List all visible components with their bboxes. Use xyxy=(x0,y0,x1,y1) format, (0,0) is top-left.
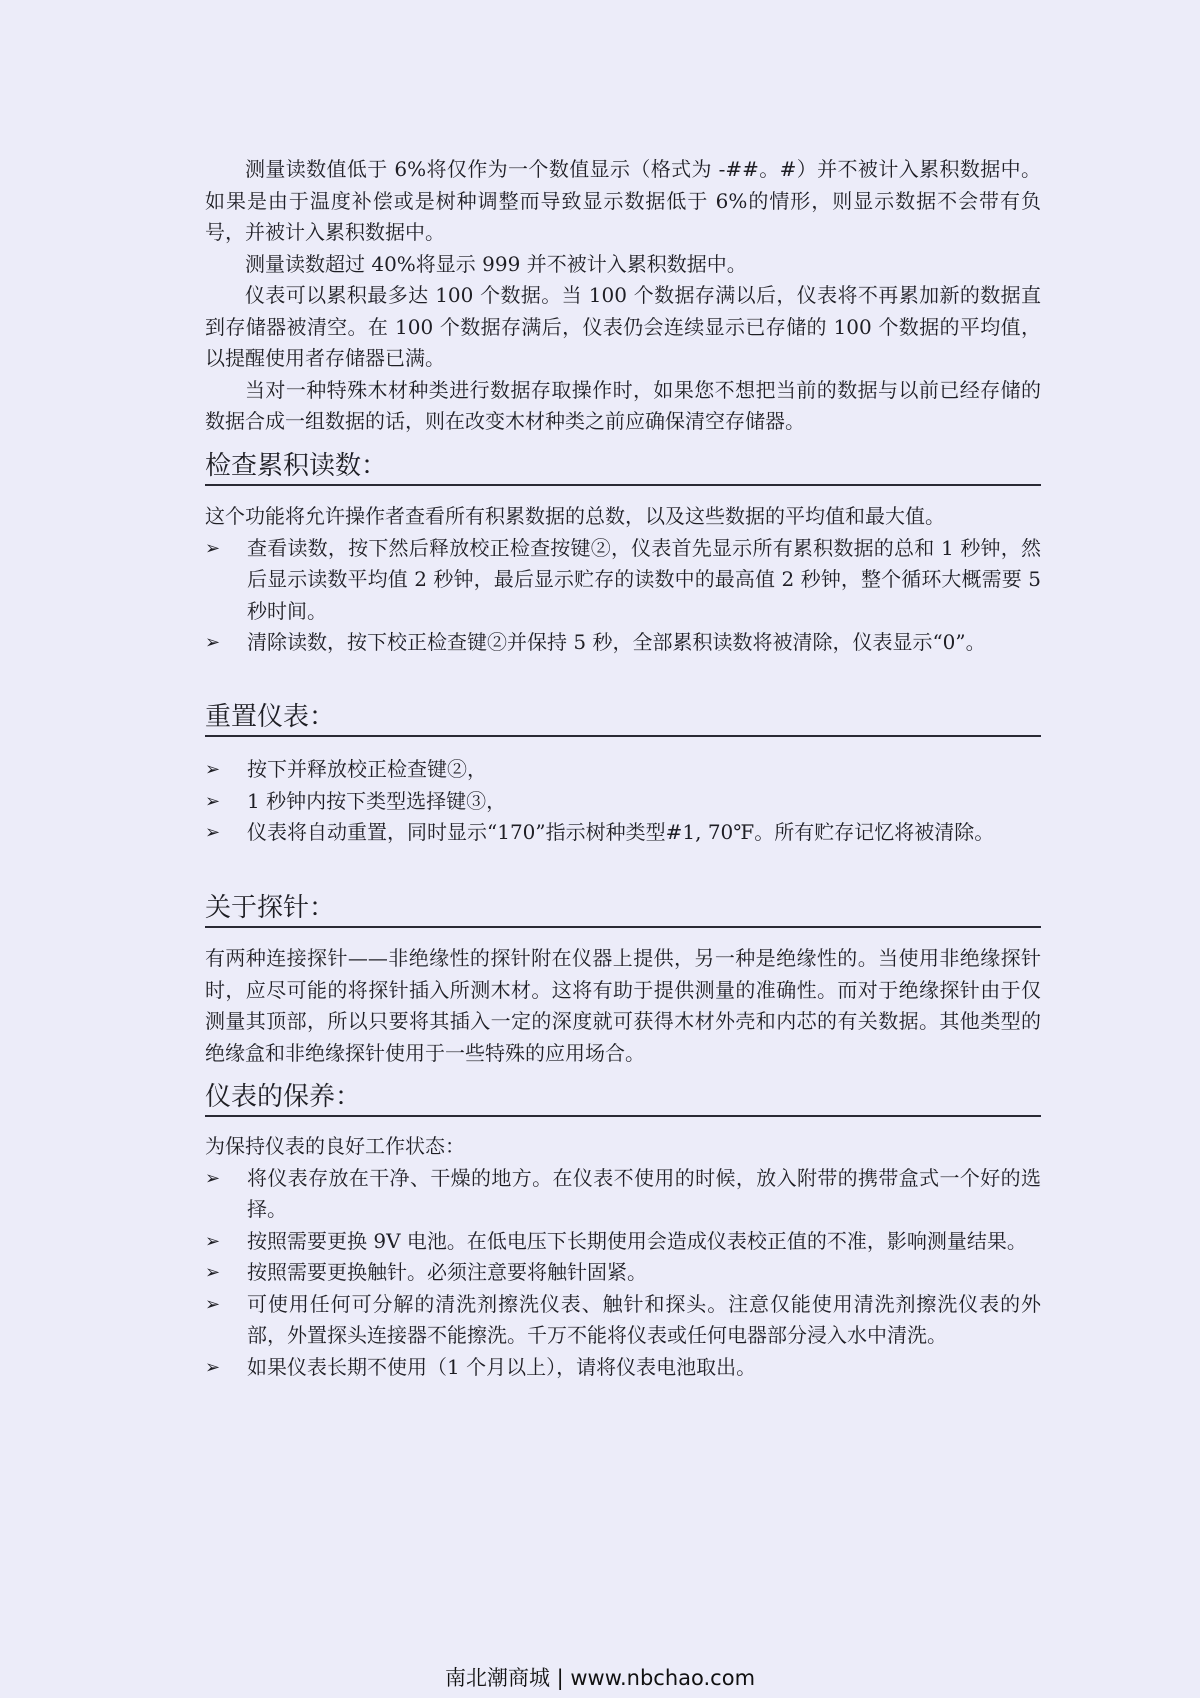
paragraph: 当对一种特殊木材种类进行数据存取操作时，如果您不想把当前的数据与以前已经存储的数据合成一组数据的话，则在改变木材种类之前应确保清空存储器。 xyxy=(205,377,1041,433)
arrow-bullet-icon: ➢ xyxy=(205,1293,221,1315)
arrow-bullet-icon: ➢ xyxy=(205,759,221,780)
bullet-list xyxy=(205,533,1041,659)
section-probe-body xyxy=(205,943,1041,1069)
list-item: ➢ 仪表将自动重置，同时显示“170”指示树种类型#1, 70℉。所有贮存记忆将被清除。 xyxy=(205,817,1041,849)
arrow-bullet-icon: ➢ xyxy=(205,1356,221,1378)
bullet-list xyxy=(205,754,1041,849)
paragraph: 为保持仪表的良好工作状态： xyxy=(205,1134,465,1158)
section-heading-probe: 关于探针： xyxy=(205,891,1041,928)
intro-text xyxy=(205,154,1041,438)
list-item: ➢ 按照需要更换 9V 电池。在低电压下长期使用会造成仪表校正值的不准，影响测量结果。 xyxy=(205,1226,1041,1258)
footer-watermark: 南北潮商城 | www.nbchao.com xyxy=(444,1666,756,1690)
section-reset-body xyxy=(205,754,1041,849)
list-item: ➢ 1 秒钟内按下类型选择键③， xyxy=(205,786,1041,818)
arrow-bullet-icon: ➢ xyxy=(205,822,221,843)
arrow-bullet-icon: ➢ xyxy=(205,1262,221,1283)
section-heading-check: 检查累积读数： xyxy=(205,449,1041,486)
list-item: ➢ 如果仪表长期不使用（1 个月以上），请将仪表电池取出。 xyxy=(205,1352,1041,1384)
paragraph: 这个功能将允许操作者查看所有积累数据的总数，以及这些数据的平均值和最大值。 xyxy=(205,504,945,528)
arrow-bullet-icon: ➢ xyxy=(205,1167,221,1189)
section-check-body xyxy=(205,501,1041,659)
paragraph: 仪表可以累积最多达 100 个数据。当 100 个数据存满以后，仪表将不再累加新的数据直到存储器被清空。在 100 个数据存满后，仪表仍会连续显示已存储的 100 个数据的平均值，以提醒使用者存储器已满。 xyxy=(205,283,1041,370)
list-item: ➢ 查看读数，按下然后释放校正检查按键②，仪表首先显示所有累积数据的总和 1 秒钟，然后显示读数平均值 2 秒钟，最后显示贮存的读数中的最高值 2 秒钟，整个循环大概需要 5 秒时间。 xyxy=(205,533,1041,628)
section-heading-care: 仪表的保养： xyxy=(205,1080,1041,1117)
arrow-bullet-icon: ➢ xyxy=(205,790,221,812)
bullet-list xyxy=(205,1163,1041,1384)
paragraph: 有两种连接探针——非绝缘性的探针附在仪器上提供，另一种是绝缘性的。当使用非绝缘探针时，应尽可能的将探针插入所测木材。这将有助于提供测量的准确性。而对于绝缘探针由于仅测量其顶部，所以只要将其插入一定的深度就可获得木材外壳和内芯的有关数据。其他类型的绝缘盒和非绝缘探针使用于一些特殊的应用场合。 xyxy=(205,946,1041,1065)
paragraph: 测量读数值低于 6%将仅作为一个数值显示（格式为 -##。#）并不被计入累积数据中。如果是由于温度补偿或是树种调整而导致显示数据低于 6%的情形，则显示数据不会带有负号，并被计入累积数据中。 xyxy=(205,157,1041,244)
arrow-bullet-icon: ➢ xyxy=(205,537,221,559)
paragraph: 测量读数超过 40%将显示 999 并不被计入累积数据中。 xyxy=(245,251,747,276)
list-item: ➢ 将仪表存放在干净、干燥的地方。在仪表不使用的时候，放入附带的携带盒式一个好的选择。 xyxy=(205,1163,1041,1226)
section-heading-reset: 重置仪表： xyxy=(205,700,1041,737)
list-item: ➢ 清除读数，按下校正检查键②并保持 5 秒，全部累积读数将被清除，仪表显示“0”。 xyxy=(205,627,1041,659)
section-care-body xyxy=(205,1131,1041,1383)
arrow-bullet-icon: ➢ xyxy=(205,1230,221,1252)
arrow-bullet-icon: ➢ xyxy=(205,632,221,653)
list-item: ➢ 按下并释放校正检查键②， xyxy=(205,754,1041,786)
list-item: ➢ 可使用任何可分解的清洗剂擦洗仪表、触针和探头。注意仅能使用清洗剂擦洗仪表的外部，外置探头连接器不能擦洗。千万不能将仪表或任何电器部分浸入水中清洗。 xyxy=(205,1289,1041,1352)
list-item: ➢ 按照需要更换触针。必须注意要将触针固紧。 xyxy=(205,1257,1041,1289)
